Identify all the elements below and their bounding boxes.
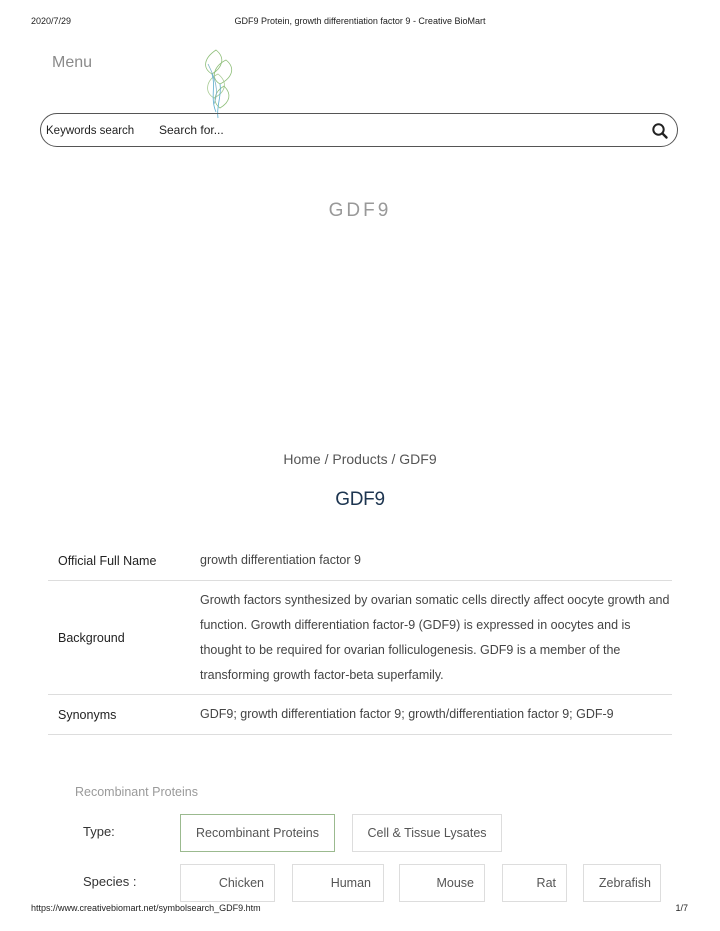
species-option-mouse[interactable]: Mouse: [399, 864, 485, 902]
species-option-human[interactable]: Human: [292, 864, 384, 902]
breadcrumb-home-link[interactable]: Home: [283, 451, 321, 467]
background-key: Background: [48, 581, 200, 695]
table-row: [48, 581, 672, 695]
type-option-recombinant-proteins[interactable]: Recombinant Proteins: [180, 814, 335, 852]
search-icon[interactable]: [651, 122, 669, 140]
type-label: Type:: [83, 824, 115, 839]
search-bar: [40, 113, 678, 147]
official-name-key: Official Full Name: [48, 541, 200, 581]
info-table: [48, 541, 672, 735]
background-value: Growth factors synthesized by ovarian somatic cells directly affect oocyte growth and function. Growth differentiation factor-9 (GDF9) is expressed in oocytes and is thought to be required for ovarian folliculogenesis. GDF9 is a member of the transforming growth factor-beta superfamily.: [200, 581, 672, 695]
page-title: GDF9: [335, 489, 385, 510]
breadcrumb-separator: /: [387, 451, 400, 467]
species-option-zebrafish[interactable]: Zebrafish: [583, 864, 661, 902]
official-name-value: growth differentiation factor 9: [200, 541, 672, 581]
breadcrumb-products-link[interactable]: Products: [332, 451, 388, 467]
table-row: [48, 695, 672, 735]
table-row: [48, 541, 672, 581]
print-page-number: 1/7: [675, 903, 688, 913]
logo[interactable]: [196, 46, 246, 122]
species-option-rat[interactable]: Rat: [502, 864, 567, 902]
synonyms-value: GDF9; growth differentiation factor 9; growth/differentiation factor 9; GDF-9: [200, 695, 672, 735]
species-option-chicken[interactable]: Chicken: [180, 864, 275, 902]
search-input[interactable]: [159, 120, 619, 140]
hero-title: GDF9: [328, 200, 392, 221]
print-url: https://www.creativebiomart.net/symbolsearch_GDF9.htm: [31, 903, 261, 913]
search-label: Keywords search: [46, 125, 135, 137]
print-title: GDF9 Protein, growth differentiation factor 9 - Creative BioMart: [234, 16, 486, 26]
synonyms-key: Synonyms: [48, 695, 200, 735]
breadcrumb-current: GDF9: [399, 451, 437, 467]
print-date: 2020/7/29: [31, 16, 72, 26]
section-label: Recombinant Proteins: [75, 785, 198, 799]
menu-button[interactable]: Menu: [52, 54, 93, 71]
leaf-logo-icon: [196, 46, 246, 122]
type-option-cell-tissue-lysates[interactable]: Cell & Tissue Lysates: [352, 814, 502, 852]
species-label: Species :: [83, 874, 137, 889]
breadcrumb: [0, 451, 720, 467]
breadcrumb-separator: /: [320, 451, 333, 467]
